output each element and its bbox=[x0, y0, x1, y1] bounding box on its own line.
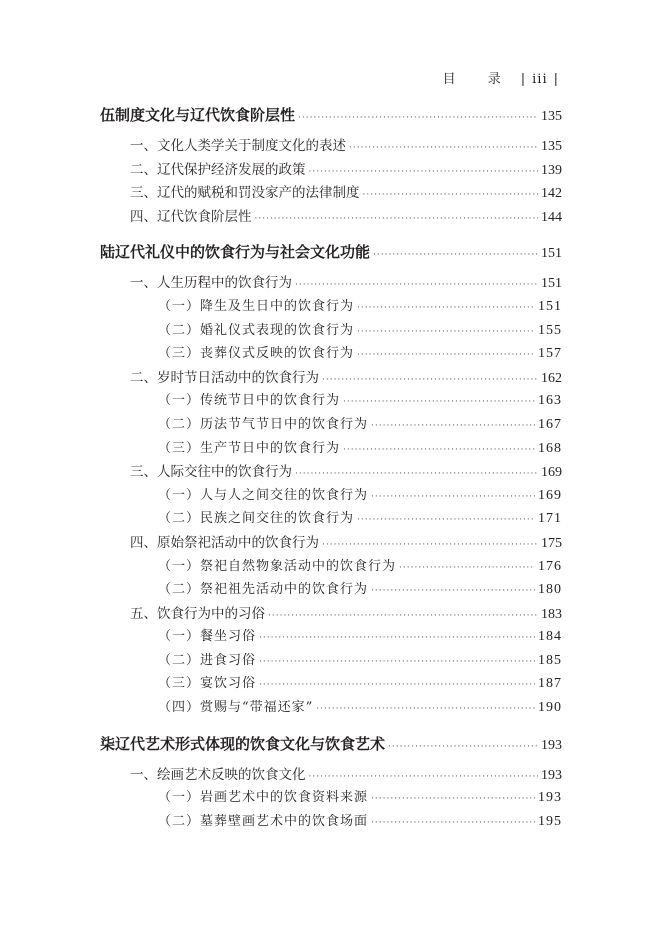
dot-leader bbox=[343, 445, 535, 455]
toc-section-entry[interactable] bbox=[100, 763, 562, 787]
toc-page-number: 193 bbox=[538, 790, 562, 806]
dot-leader bbox=[371, 586, 535, 596]
toc-entry-title: 一、文化人类学关于制度文化的表述 bbox=[130, 138, 346, 154]
toc-section-entry[interactable] bbox=[100, 205, 562, 229]
dot-leader bbox=[373, 250, 538, 260]
toc-entry-title: （二）历法节气节日中的饮食行为 bbox=[158, 416, 369, 432]
header-separator-end: | bbox=[553, 72, 559, 87]
toc-page-number: 157 bbox=[538, 346, 562, 362]
toc-section-entry[interactable] bbox=[100, 134, 562, 158]
dot-leader bbox=[268, 611, 538, 621]
toc-chapter-entry[interactable] bbox=[100, 104, 562, 134]
toc-page-number: 195 bbox=[538, 813, 562, 829]
dot-leader bbox=[371, 818, 535, 828]
toc-sub-entry[interactable] bbox=[100, 625, 562, 649]
toc-entry-title: （一）传统节日中的饮食行为 bbox=[158, 393, 341, 409]
toc-section-entry[interactable] bbox=[100, 366, 562, 390]
toc-page-number: 180 bbox=[538, 582, 562, 598]
dot-leader bbox=[371, 794, 535, 804]
toc-sub-entry[interactable] bbox=[100, 672, 562, 696]
dot-leader bbox=[399, 563, 535, 573]
toc-page-number: 168 bbox=[538, 440, 562, 456]
dot-leader bbox=[363, 190, 539, 200]
toc-page-number: 162 bbox=[541, 370, 562, 386]
chapter-spacer bbox=[100, 228, 562, 236]
toc-entry-title: 制度文化与辽代饮食阶层性 bbox=[115, 106, 296, 124]
toc-sub-entry[interactable] bbox=[100, 555, 562, 579]
dot-leader bbox=[259, 657, 535, 667]
dot-leader bbox=[298, 113, 538, 123]
toc-page-number: 139 bbox=[541, 162, 562, 178]
dot-leader bbox=[316, 704, 535, 714]
toc-page-number: 169 bbox=[541, 465, 562, 481]
toc-page-number: 144 bbox=[541, 209, 562, 225]
dot-leader bbox=[371, 492, 535, 502]
toc-entry-title: 三、人际交往中的饮食行为 bbox=[130, 464, 292, 481]
toc-page-number: 135 bbox=[541, 109, 562, 124]
dot-leader bbox=[357, 515, 535, 525]
header-separator: | bbox=[520, 72, 527, 87]
dot-leader bbox=[259, 633, 535, 643]
toc-sub-entry[interactable] bbox=[100, 484, 562, 508]
toc-page-number: 151 bbox=[541, 276, 562, 292]
toc-page-number: 175 bbox=[541, 535, 562, 551]
dot-leader bbox=[357, 303, 535, 313]
chapter-number: 柒 bbox=[100, 734, 116, 753]
toc-sub-entry[interactable] bbox=[100, 437, 562, 461]
toc-section-entry[interactable] bbox=[100, 531, 562, 555]
toc-page-number: 155 bbox=[538, 322, 562, 338]
toc-page-number: 183 bbox=[541, 606, 562, 622]
header-title: 目 录 bbox=[442, 72, 515, 87]
dot-leader bbox=[371, 421, 535, 431]
dot-leader bbox=[357, 327, 535, 337]
toc-sub-entry[interactable] bbox=[100, 696, 562, 720]
toc-page-number: 167 bbox=[538, 416, 562, 432]
toc-entry-title: （三）丧葬仪式反映的饮食行为 bbox=[158, 346, 355, 362]
dot-leader bbox=[309, 772, 539, 782]
running-header bbox=[443, 68, 565, 87]
toc-entry-title: 四、辽代饮食阶层性 bbox=[130, 208, 252, 225]
toc-page-number: 193 bbox=[541, 767, 562, 783]
chapter-number: 陆 bbox=[100, 243, 116, 262]
toc-entry-title: 二、辽代保护经济发展的政策 bbox=[130, 161, 306, 178]
toc-sub-entry[interactable] bbox=[100, 507, 562, 531]
toc-entry-title: （三）宴饮习俗 bbox=[158, 676, 257, 692]
toc-entry-title: 一、人生历程中的饮食行为 bbox=[130, 275, 292, 292]
toc-entry-title: 四、原始祭祀活动中的饮食行为 bbox=[130, 534, 319, 551]
toc-page-number: 171 bbox=[538, 511, 562, 527]
toc-sub-entry[interactable] bbox=[100, 649, 562, 673]
toc-page-number: 193 bbox=[541, 737, 562, 753]
toc-entry-title: （三）生产节日中的饮食行为 bbox=[158, 440, 341, 456]
dot-leader bbox=[349, 143, 538, 153]
toc-entry-title: （二）民族之间交往的饮食行为 bbox=[158, 511, 355, 527]
toc-sub-entry[interactable] bbox=[100, 786, 562, 810]
toc-page-number: 163 bbox=[538, 393, 562, 409]
dot-leader bbox=[295, 469, 538, 479]
toc-entry-title: （二）进食习俗 bbox=[158, 652, 257, 668]
toc-page-number: 176 bbox=[538, 558, 562, 574]
dot-leader bbox=[295, 280, 538, 290]
dot-leader bbox=[255, 214, 539, 224]
toc-entry-title: （二）祭祀祖先活动中的饮食行为 bbox=[158, 582, 369, 598]
toc-sub-entry[interactable] bbox=[100, 295, 562, 319]
toc-section-entry[interactable] bbox=[100, 602, 562, 626]
toc-section-entry[interactable] bbox=[100, 181, 562, 205]
toc-page-number: 169 bbox=[538, 487, 562, 503]
toc-entry-title: 一、绘画艺术反映的饮食文化 bbox=[130, 766, 306, 783]
toc-entry-title: （一）祭祀自然物象活动中的饮食行为 bbox=[158, 558, 397, 574]
toc-entry-title: 辽代艺术形式体现的饮食文化与饮食艺术 bbox=[115, 734, 386, 753]
dot-leader bbox=[357, 350, 535, 360]
toc-section-entry[interactable] bbox=[100, 271, 562, 295]
toc-entry-title: （一）餐坐习俗 bbox=[158, 629, 257, 645]
table-of-contents bbox=[100, 104, 562, 833]
toc-entry-title: （一）人与人之间交往的饮食行为 bbox=[158, 487, 369, 503]
toc-page-number: 151 bbox=[541, 246, 562, 262]
toc-entry-title: 三、辽代的赋税和罚没家产的法律制度 bbox=[130, 185, 360, 202]
dot-leader bbox=[388, 742, 538, 752]
toc-entry-title: 五、饮食行为中的习俗 bbox=[130, 605, 265, 622]
toc-page-number: 142 bbox=[541, 186, 562, 202]
toc-page-number: 185 bbox=[538, 652, 562, 668]
toc-sub-entry[interactable] bbox=[100, 342, 562, 366]
toc-entry-title: （二）墓葬壁画艺术中的饮食场面 bbox=[158, 813, 369, 829]
toc-entry-title: 二、岁时节日活动中的饮食行为 bbox=[130, 369, 319, 386]
toc-sub-entry[interactable] bbox=[100, 413, 562, 437]
toc-sub-entry[interactable] bbox=[100, 389, 562, 413]
toc-page-number: 190 bbox=[538, 700, 562, 716]
toc-section-entry[interactable] bbox=[100, 460, 562, 484]
toc-entry-title: （四）赏赐与“带福还家” bbox=[158, 700, 314, 716]
toc-page-number: 135 bbox=[541, 139, 562, 154]
toc-entry-title: 辽代礼仪中的饮食行为与社会文化功能 bbox=[115, 243, 371, 262]
toc-chapter-entry[interactable] bbox=[100, 241, 562, 271]
dot-leader bbox=[322, 540, 538, 550]
toc-entry-title: （一）降生及生日中的饮食行为 bbox=[158, 298, 355, 314]
dot-leader bbox=[309, 167, 539, 177]
toc-page-number: 184 bbox=[538, 629, 562, 645]
toc-section-entry[interactable] bbox=[100, 158, 562, 182]
toc-entry-title: （二）婚礼仪式表现的饮食行为 bbox=[158, 322, 355, 338]
dot-leader bbox=[322, 375, 538, 385]
toc-sub-entry[interactable] bbox=[100, 810, 562, 834]
chapter-number: 伍 bbox=[100, 106, 116, 124]
toc-sub-entry[interactable] bbox=[100, 578, 562, 602]
toc-page-number: 187 bbox=[538, 676, 562, 692]
dot-leader bbox=[259, 680, 535, 690]
toc-chapter-entry[interactable] bbox=[100, 733, 562, 763]
toc-page-number: 151 bbox=[538, 298, 562, 314]
header-page-number: iii bbox=[532, 72, 548, 87]
dot-leader bbox=[343, 397, 535, 407]
toc-sub-entry[interactable] bbox=[100, 319, 562, 343]
chapter-spacer bbox=[100, 720, 562, 728]
toc-entry-title: （一）岩画艺术中的饮食资料来源 bbox=[158, 790, 369, 806]
